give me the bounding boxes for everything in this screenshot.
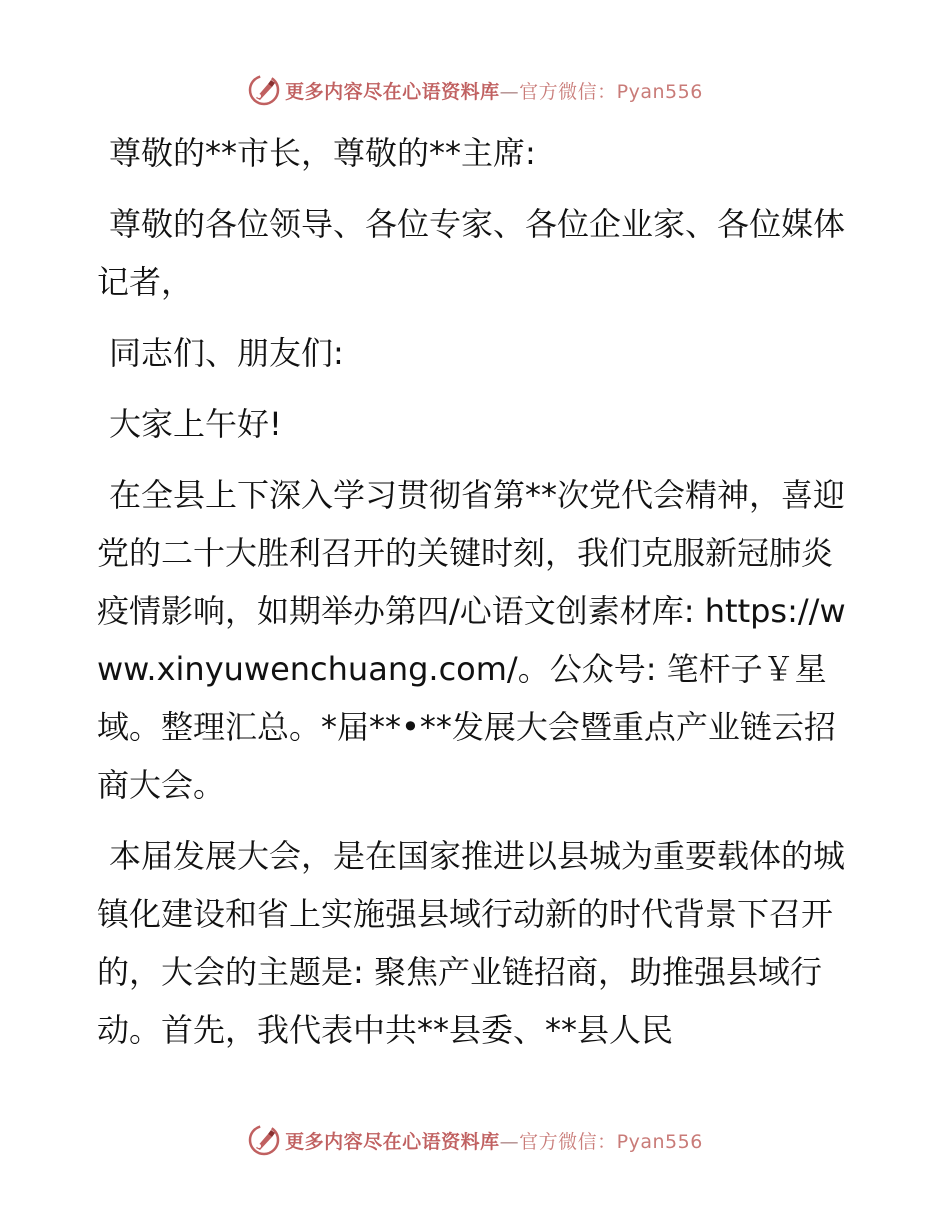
paragraph-greeting: 大家上午好! (109, 405, 282, 443)
header-wechat-text: 官方微信：Pyan556 (519, 80, 703, 103)
paragraph-body-1: 在全县上下深入学习贯彻省第**次党代会精神，喜迎党的二十大胜利召开的关键时刻，我们克服新冠肺炎疫情影响，如期举办第四/心语文创素材库: https://www.xinyuwenchuang.com/。公众号: 笔杆子￥星域。整理汇总。*届**•**发展大会暨重点产业链云招商大会。 (97, 476, 846, 804)
header-watermark-text (285, 77, 703, 104)
header-brand-text: 更多内容尽在心语资料库 (285, 80, 500, 103)
paragraph-salutation-3: 同志们、朋友们: (109, 334, 344, 372)
footer-watermark (0, 1120, 950, 1160)
header-watermark (0, 70, 950, 110)
footer-brand-text: 更多内容尽在心语资料库 (285, 1130, 500, 1153)
paragraph-body-2: 本届发展大会，是在国家推进以县城为重要载体的城镇化建设和省上实施强县域行动新的时代背景下召开的，大会的主题是: 聚焦产业链招商，助推强县域行动。首先，我代表中共**县委、**县人民 (97, 837, 846, 1049)
header-dash: — (499, 80, 520, 103)
footer-watermark-text (285, 1127, 703, 1154)
footer-wechat-text: 官方微信：Pyan556 (519, 1130, 703, 1153)
document-body (97, 124, 857, 1072)
footer-dash: — (499, 1130, 520, 1153)
paragraph-salutation-2: 尊敬的各位领导、各位专家、各位企业家、各位媒体记者， (97, 205, 846, 301)
pen-seal-logo-icon (247, 73, 281, 107)
pen-seal-logo-icon (247, 1123, 281, 1157)
paragraph-salutation-1: 尊敬的**市长，尊敬的**主席: (109, 134, 536, 172)
